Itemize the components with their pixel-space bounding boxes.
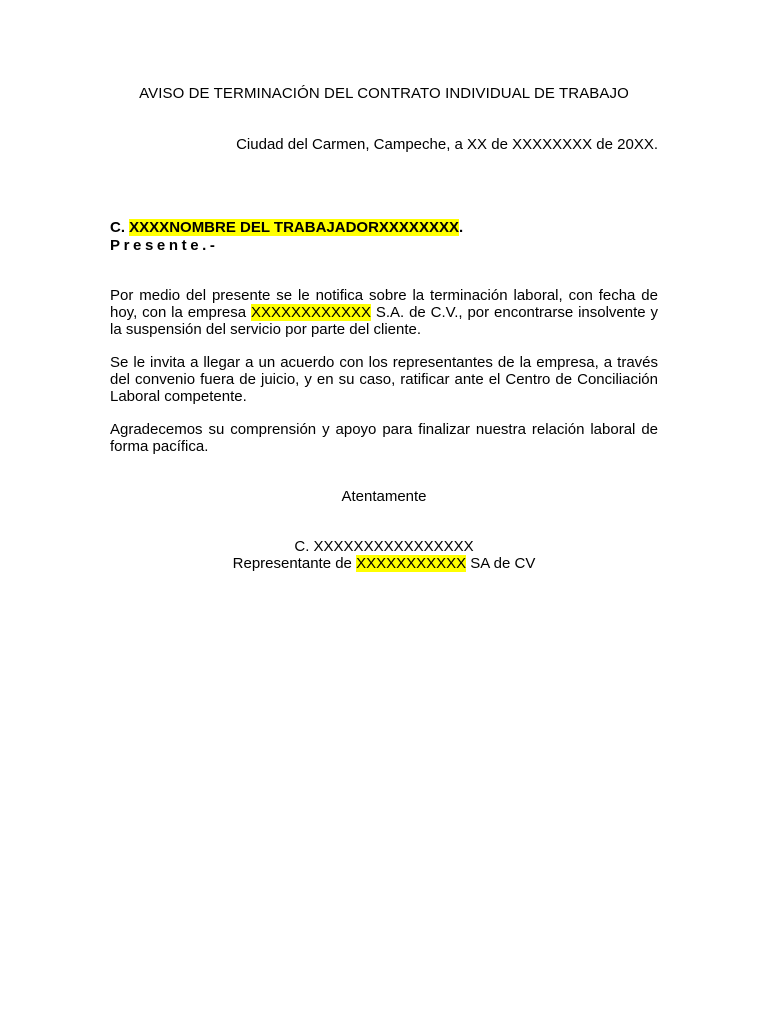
paragraph-agreement-invitation: Se le invita a llegar a un acuerdo con los representantes de la empresa, a través del convenio fuera de juicio, y en su caso, ratificar ante el Centro de Conciliación Laboral competente. (110, 354, 658, 405)
addressee-suffix: . (458, 219, 464, 236)
document-title: AVISO DE TERMINACIÓN DEL CONTRATO INDIVIDUAL DE TRABAJO (139, 85, 629, 102)
signature-name: C. XXXXXXXXXXXXXXXX (294, 538, 474, 555)
signature-role-after: SA de CV (466, 555, 536, 572)
date-line: Ciudad del Carmen, Campeche, a XX de XXXXXXXX de 20XX. (236, 136, 658, 153)
addressee-name-highlight: XXXXNOMBRE DEL TRABAJADORXXXXXXXX (129, 219, 459, 236)
paragraph-termination-notice (110, 287, 658, 338)
addressee-line (110, 219, 463, 237)
signature-company-highlight: XXXXXXXXXXX (356, 555, 467, 572)
salutation: Presente.- (110, 237, 219, 254)
closing-line: Atentamente (341, 488, 427, 505)
signature-role (0, 555, 768, 573)
signature-role-before: Representante de (232, 555, 357, 572)
paragraph-1-after: S.A. de C.V., por encontrarse insolvente y la suspensión del servicio por parte del cliente. (110, 304, 658, 338)
paragraph-1-before: Por medio del presente se le notifica sobre la terminación laboral, con fecha de hoy, con la empresa (110, 287, 658, 321)
company-name-highlight: XXXXXXXXXXXX (250, 304, 371, 321)
addressee-prefix: C. (110, 219, 130, 236)
paragraph-thanks: Agradecemos su comprensión y apoyo para finalizar nuestra relación laboral de forma pacífica. (110, 421, 658, 455)
